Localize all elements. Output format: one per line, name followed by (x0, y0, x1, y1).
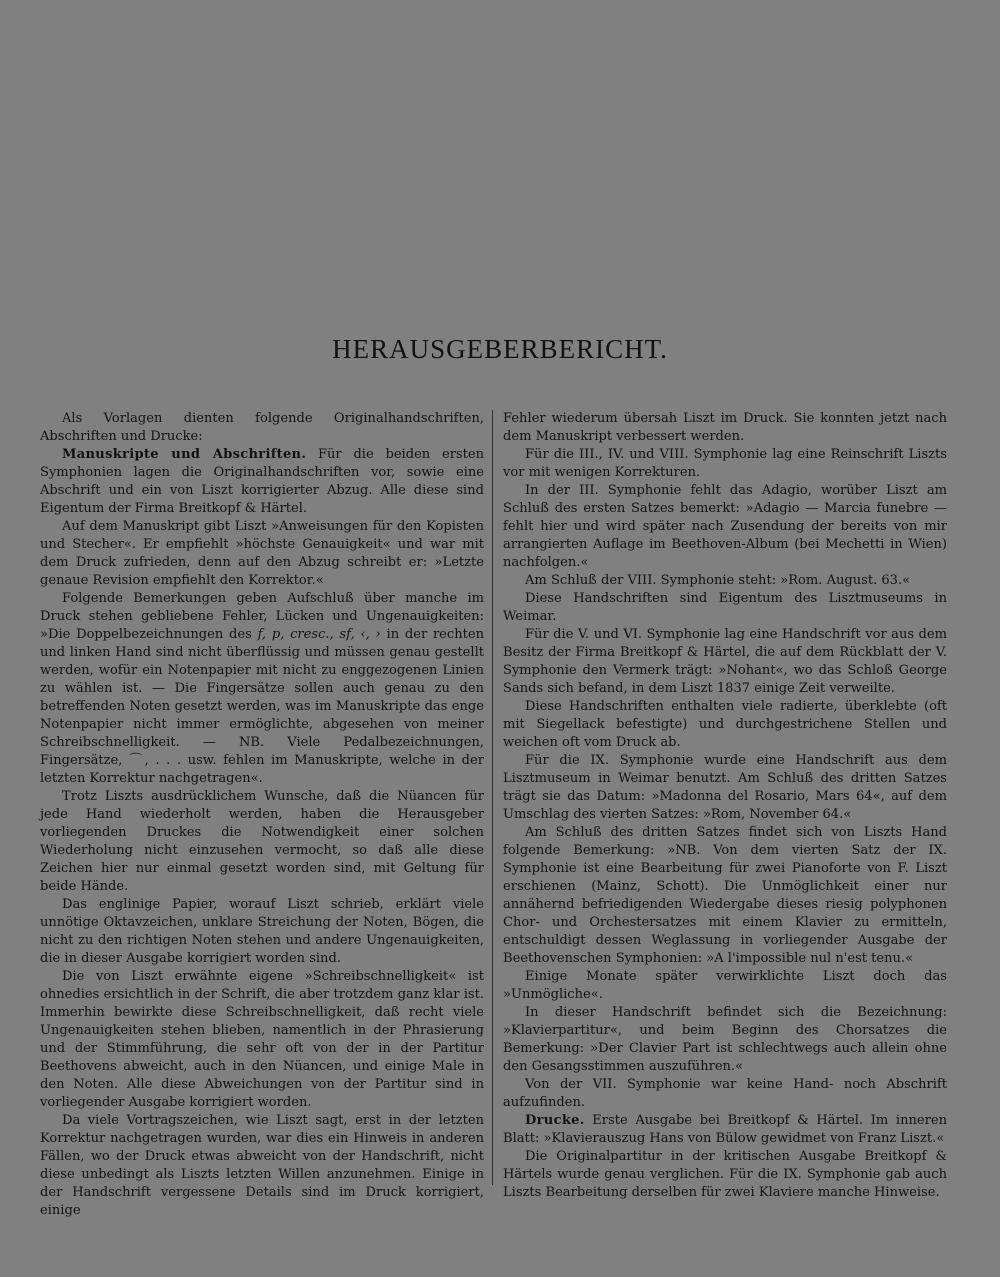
paragraph: Da viele Vortragszeichen, wie Liszt sagt, erst in der letzten Korrektur nachgetragen wurden, war dies ein Hinweis in anderen Fällen, wo der Druck etwas abweicht von der Handschrift, nicht diese unbedingt als Liszts letzten Willen anzunehmen. Einige in der Handschrift vergessene Details sind im Druck korrigiert, einige (40, 1113, 484, 1218)
paragraph: Für die V. und VI. Symphonie lag eine Handschrift vor aus dem Besitz der Firma Breitkopf & Härtel, die auf dem Rückblatt der V. Symphonie den Vermerk trägt: »Nohant«, wo das Schloß George Sands sich befand, in dem Liszt 1837 einige Zeit verweilte. (503, 627, 947, 696)
paragraph (503, 1112, 947, 1148)
paragraph: Am Schluß des dritten Satzes findet sich von Liszts Hand folgende Bemerkung: »NB. Von dem vierten Satz der IX. Symphonie ist eine Bearbeitung für zwei Pianoforte von F. Liszt erschienen (Mainz, Schott). Die Unmöglichkeit einer nur annähernd befriedigenden Wiedergabe dieses riesig polyphonen Chor- und Orchestersatzes mit einem Klavier zu ermitteln, entschuldigt dessen Weglassung in vorliegender Ausgabe der Beethovenschen Symphonien: »A l'impossible nul n'est tenu.« (503, 825, 947, 966)
paragraph: Trotz Liszts ausdrücklichem Wunsche, daß die Nüancen für jede Hand wiederholt werden, haben die Herausgeber vorliegenden Druckes die Notwendigkeit einer solchen Wiederholung nicht einzusehen vermocht, so daß alle diese Zeichen hier nur einmal gesetzt worden sind, mit Geltung für beide Hände. (40, 789, 484, 894)
section-heading-manuscripts: Manuskripte und Abschriften. (62, 447, 307, 462)
paragraph: Die Originalpartitur in der kritischen Ausgabe Breitkopf & Härtels wurde genau verglichen. Für die IX. Symphonie gab auch Liszts Bearbeitung derselben für zwei Klaviere manche Hinweise. (503, 1149, 947, 1200)
paragraph: Für die IX. Symphonie wurde eine Handschrift aus dem Lisztmuseum in Weimar benutzt. Am Schluß des dritten Satzes trägt sie das Datum: »Madonna del Rosario, Mars 64«, auf dem Umschlag des vierten Satzes: »Rom, November 64.« (503, 753, 947, 822)
paragraph: Diese Handschriften sind Eigentum des Lisztmuseums in Weimar. (503, 591, 947, 624)
paragraph: Als Vorlagen dienten folgende Originalhandschriften, Abschriften und Drucke: (40, 411, 484, 444)
paragraph: In der III. Symphonie fehlt das Adagio, worüber Liszt am Schluß des ersten Satzes bemerkt: »Adagio — Marcia funebre — fehlt hier und wird später nach Zusendung der bereits von mir arrangierten Auflage im Beethoven-Album (bei Mechetti in Wien) nachfolgen.« (503, 483, 947, 570)
right-column (503, 410, 947, 1202)
paragraph-text: Folgende Bemerkungen geben Aufschluß über manche im Druck stehen gebliebene Fehler, Lücken und Ungenauigkeiten: »Die Doppelbezeichnungen des (40, 591, 484, 642)
paragraph: Fehler wiederum übersah Liszt im Druck. Sie konnten jetzt nach dem Manuskript verbessert werden. (503, 411, 947, 444)
paragraph (40, 446, 484, 518)
paragraph-text: in der rechten und linken Hand sind nicht überflüssig und müssen genau gestellt werden, wofür ein Notenpapier mit nicht zu enggezogenen Linien zu wählen ist. — Die Fingersätze sollen auch genau zu den betreffenden Noten gesetzt werden, was im Manuskripte das enge Notenpapier nicht immer ermöglichte, abgesehen von meiner Schreibschnelligkeit. — NB. Viele Pedalbezeichnungen, Fingersätze, ⌒, . . . usw. fehlen im Manuskripte, welche in der letzten Korrektur nachgetragen«. (40, 627, 484, 786)
column-divider (492, 410, 493, 1185)
paragraph: Auf dem Manuskript gibt Liszt »Anweisungen für den Kopisten und Stecher«. Er empfiehlt »höchste Genauigkeit« und war mit dem Druck zufrieden, denn auf den Abzug schreibt er: »Letzte genaue Revision empfiehlt den Korrektor.« (40, 519, 484, 588)
section-heading-prints: Drucke. (525, 1113, 585, 1128)
paragraph: Einige Monate später verwirklichte Liszt doch das »Unmögliche«. (503, 969, 947, 1002)
paragraph-text: Für die beiden ersten Symphonien lagen die Originalhandschriften vor, sowie eine Abschrift und ein von Liszt korrigierter Abzug. Alle diese sind Eigentum der Firma Breitkopf & Härtel. (40, 447, 484, 516)
paragraph: In dieser Handschrift befindet sich die Bezeichnung: »Klavierpartitur«, und beim Beginn des Chorsatzes die Bemerkung: »Der Clavier Part ist schlechtwegs auch allein ohne den Gesangsstimmen auszuführen.« (503, 1005, 947, 1074)
paragraph: Von der VII. Symphonie war keine Hand- noch Abschrift aufzufinden. (503, 1077, 947, 1110)
paragraph (40, 590, 484, 788)
paragraph: Die von Liszt erwähnte eigene »Schreibschnelligkeit« ist ohnedies ersichtlich in der Schrift, die aber trotzdem ganz klar ist. Immerhin bewirkte diese Schreibschnelligkeit, daß recht viele Ungenauigkeiten stehen blieben, namentlich in der Phrasierung und der Stimmführung, die sehr oft von der in der Partitur Beethovens abweicht, auch in den Nüancen, und einige Male in den Noten. Alle diese Abweichungen von der Partitur sind in vorliegender Ausgabe korrigiert worden. (40, 969, 484, 1110)
paragraph: Diese Handschriften enthalten viele radierte, überklebte (oft mit Siegellack befestigte) und durchgestrichene Stellen und weichen oft vom Druck ab. (503, 699, 947, 750)
paragraph: Für die III., IV. und VIII. Symphonie lag eine Reinschrift Liszts vor mit wenigen Korrekturen. (503, 447, 947, 480)
paragraph: Am Schluß der VIII. Symphonie steht: »Rom. August. 63.« (525, 573, 911, 588)
page-title: HERAUSGEBERBERICHT. (332, 334, 668, 364)
paragraph: Das englinige Papier, worauf Liszt schrieb, erklärt viele unnötige Oktavzeichen, unklare Streichung der Noten, Bögen, die nicht zu den richtigen Noten stehen und andere Ungenauigkeiten, die in dieser Ausgabe korrigiert worden sind. (40, 897, 484, 966)
dynamic-marks: f, p, cresc., sf, ‹, › (257, 627, 381, 642)
paragraph-text: Erste Ausgabe bei Breitkopf & Härtel. Im inneren Blatt: »Klavierauszug Hans von Bülow gewidmet von Franz Liszt.« (503, 1113, 947, 1146)
left-column (40, 410, 484, 1220)
